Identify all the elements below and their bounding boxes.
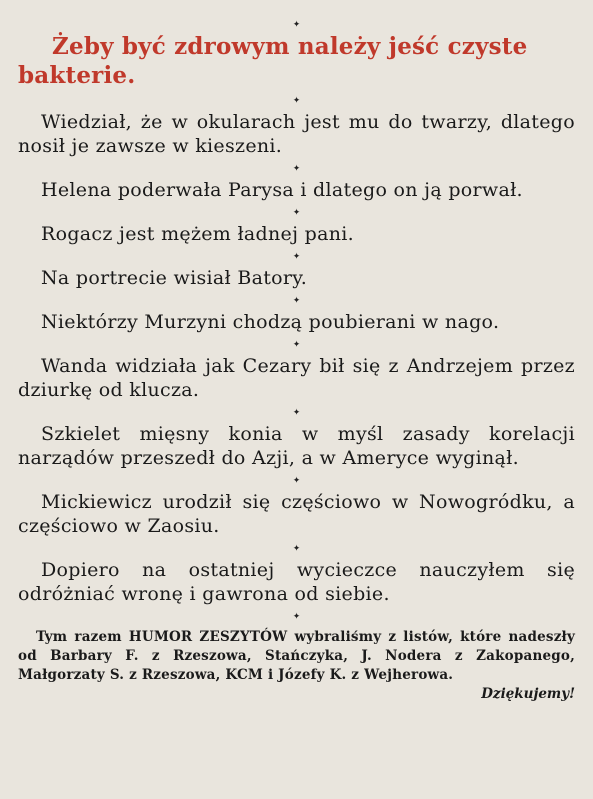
- separator-star: ✦: [292, 252, 301, 262]
- joke-item: Wanda widziała jak Cezary bił się z Andrzejem przez dziurkę od klucza.: [18, 355, 575, 401]
- credits-paragraph: Tym razem HUMOR ZESZYTÓW wybraliśmy z listów, które nadeszły od Barbary F. z Rzeszowa, Stańczyka, J. Nodera z Zakopanego, Małgorzaty S. z Rzeszowa, KCM i Józefy K. z Wejherowa.: [18, 629, 575, 683]
- separator-star: ✦: [292, 20, 301, 30]
- separator-star: ✦: [292, 164, 301, 174]
- headline: Żeby być zdrowym należy jeść czyste bakterie.: [18, 33, 528, 89]
- separator-star: ✦: [292, 476, 301, 486]
- separator-star: ✦: [292, 296, 301, 306]
- separator-star: ✦: [292, 612, 301, 622]
- thanks-signoff: Dziękujemy!: [481, 686, 575, 702]
- joke-item: Helena poderwała Parysa i dlatego on ją porwał.: [41, 179, 523, 201]
- separator-star: ✦: [292, 96, 301, 106]
- joke-item: Niektórzy Murzyni chodzą poubierani w nago.: [41, 311, 500, 333]
- joke-item: Mickiewicz urodził się częściowo w Nowogródku, a częściowo w Zaosiu.: [18, 491, 575, 537]
- joke-item: Rogacz jest mężem ładnej pani.: [41, 223, 354, 245]
- joke-item: Szkielet mięsny konia w myśl zasady korelacji narządów przeszedł do Azji, a w Ameryce wyginął.: [18, 423, 575, 469]
- joke-item: Wiedział, że w okularach jest mu do twarzy, dlatego nosił je zawsze w kieszeni.: [18, 111, 575, 157]
- separator-star: ✦: [292, 544, 301, 554]
- joke-item: Na portrecie wisiał Batory.: [41, 267, 308, 289]
- joke-item: Dopiero na ostatniej wycieczce nauczyłem się odróżniać wronę i gawrona od siebie.: [18, 559, 575, 605]
- separator-star: ✦: [292, 408, 301, 418]
- separator-star: ✦: [292, 208, 301, 218]
- separator-star: ✦: [292, 340, 301, 350]
